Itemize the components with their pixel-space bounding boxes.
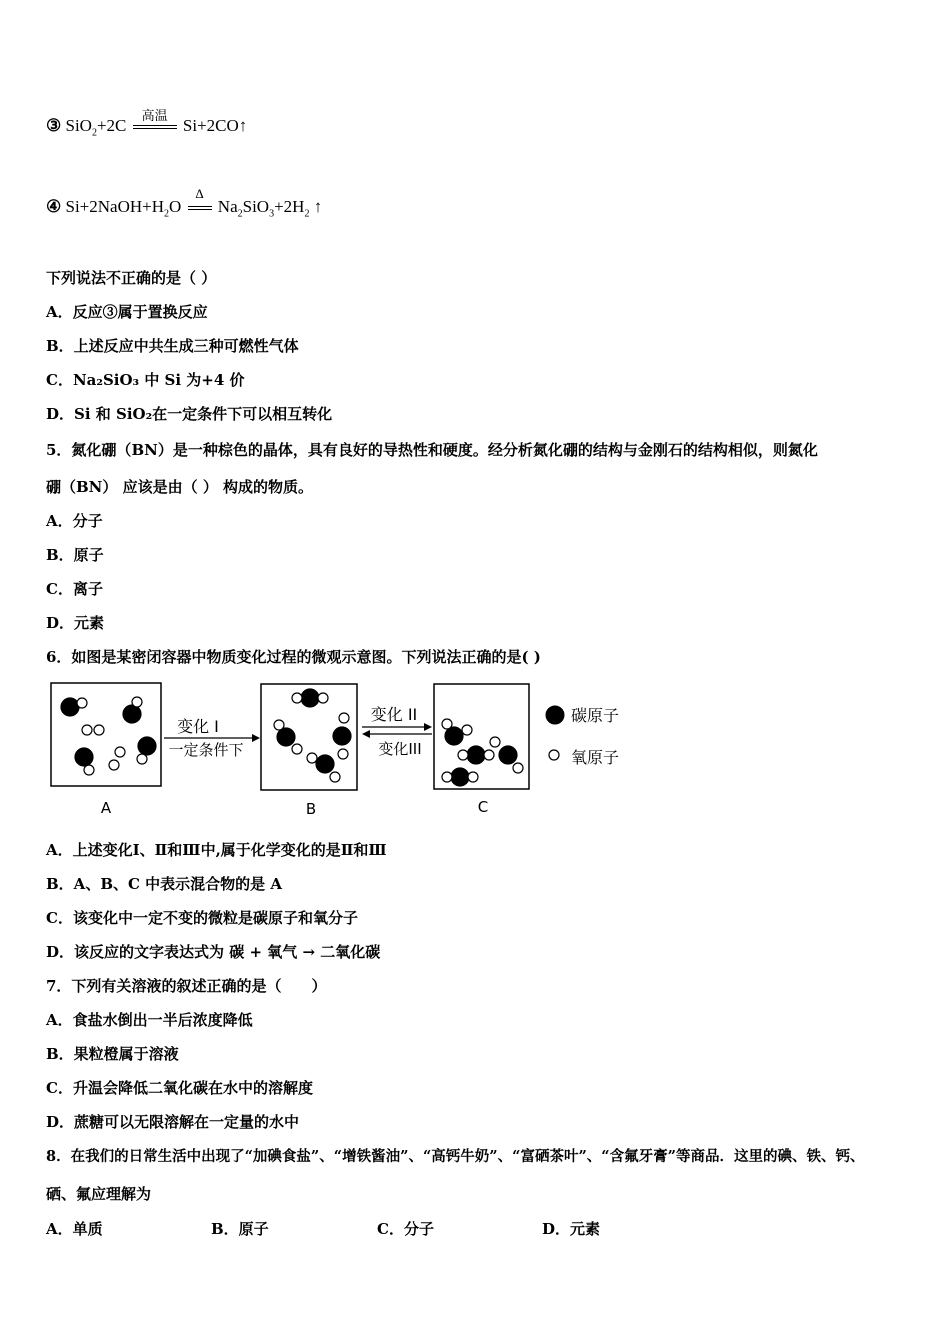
eq4-lhs2: O xyxy=(169,197,182,216)
q6-option-b[interactable]: B．A、B、C 中表示混合物的是 A xyxy=(46,875,283,893)
box-label-b: B xyxy=(305,800,317,818)
q6-option-d[interactable]: D．该反应的文字表达式为 碳 + 氧气 → 二氧化碳 xyxy=(46,943,381,961)
arrow2-label-bottom: 变化III xyxy=(378,740,422,758)
q4-option-b[interactable]: B．上述反应中共生成三种可燃性气体 xyxy=(46,337,299,355)
q5-option-a[interactable]: A．分子 xyxy=(46,512,103,530)
eq4-rhs2: SiO xyxy=(242,197,270,216)
question-4-prompt: 下列说法不正确的是（ ） xyxy=(46,269,217,287)
q8-option-d[interactable]: D．元素 xyxy=(542,1220,601,1238)
question-7-prompt: 7．下列有关溶液的叙述正确的是（ ） xyxy=(46,977,327,995)
equation-3 xyxy=(46,108,248,139)
box-label-a: A xyxy=(100,799,112,817)
q5-option-c[interactable]: C．离子 xyxy=(46,580,103,598)
eq3-condition: 高温 xyxy=(141,108,168,124)
eq4-lhs-sub: 2 xyxy=(164,208,170,220)
q5-option-d[interactable]: D．元素 xyxy=(46,614,105,632)
q7-option-b[interactable]: B．果粒橙属于溶液 xyxy=(46,1045,179,1063)
arrow1-label-bottom: 一定条件下 xyxy=(168,741,244,759)
legend-carbon-label: 碳原子 xyxy=(571,706,620,725)
equation-number: ④ xyxy=(46,197,62,216)
question-6-prompt: 6．如图是某密闭容器中物质变化过程的微观示意图。下列说法正确的是( ) xyxy=(46,648,541,666)
q6-option-c[interactable]: C．该变化中一定不变的微粒是碳原子和氧分子 xyxy=(46,909,358,927)
eq3-lhs: SiO xyxy=(65,116,92,135)
equation-number: ③ xyxy=(46,116,62,135)
q8-option-c[interactable]: C．分子 xyxy=(377,1220,434,1238)
question-8-line2: 硒、氟应理解为 xyxy=(46,1185,152,1203)
eq4-rhs3: +2H xyxy=(274,197,305,216)
q6-option-a[interactable]: A．上述变化Ⅰ、Ⅱ和Ⅲ中,属于化学变化的是Ⅱ和Ⅲ xyxy=(46,841,387,859)
eq3-rhs: Si+2CO↑ xyxy=(182,116,248,135)
eq4-rhs-sub1: 2 xyxy=(237,208,243,220)
q7-option-d[interactable]: D．蔗糖可以无限溶解在一定量的水中 xyxy=(46,1113,300,1131)
q8-option-b[interactable]: B．原子 xyxy=(211,1220,269,1238)
question-8-line1: 8．在我们的日常生活中出现了“加碘食盐”、“增铁酱油”、“高钙牛奶”、“富硒茶叶”、“含氟牙膏”等商品．这里的碘、铁、钙、 xyxy=(46,1148,865,1165)
arrow1-label-top: 变化 I xyxy=(177,717,219,736)
eq4-condition: Δ xyxy=(195,186,204,202)
q8-option-a[interactable]: A．单质 xyxy=(46,1220,103,1238)
legend-oxygen-icon xyxy=(549,750,559,760)
q5-option-b[interactable]: B．原子 xyxy=(46,546,104,564)
question-5-line1: 5．氮化硼（BN）是一种棕色的晶体，具有良好的导热性和硬度。经分析氮化硼的结构与金刚石的结构相似，则氮化 xyxy=(46,441,818,459)
q7-option-a[interactable]: A．食盐水倒出一半后浓度降低 xyxy=(46,1011,253,1029)
arrow2-label-top: 变化 II xyxy=(370,705,418,724)
eq3-lhs2: +2C xyxy=(96,116,127,135)
legend-carbon-icon xyxy=(546,706,564,724)
q4-option-c[interactable]: C．Na₂SiO₃ 中 Si 为+4 价 xyxy=(46,371,245,389)
q4-option-a[interactable]: A．反应③属于置换反应 xyxy=(46,303,208,321)
eq3-lhs-sub: 2 xyxy=(91,127,97,139)
eq4-rhs1: Na xyxy=(217,197,238,216)
box-label-c: C xyxy=(477,798,489,816)
equation-4 xyxy=(46,186,323,220)
molecule-diagram xyxy=(46,678,646,818)
q7-option-c[interactable]: C．升温会降低二氧化碳在水中的溶解度 xyxy=(46,1079,313,1097)
reaction-condition xyxy=(133,108,177,129)
legend-oxygen-label: 氧原子 xyxy=(571,748,620,767)
eq4-rhs-sub2: 3 xyxy=(269,208,275,220)
reaction-condition xyxy=(188,186,212,210)
eq4-rhs4: ↑ xyxy=(309,197,323,216)
eq4-rhs-sub3: 2 xyxy=(304,208,310,220)
eq4-lhs: Si+2NaOH+H xyxy=(65,197,165,216)
question-5-line2: 硼（BN） 应该是由（ ） 构成的物质。 xyxy=(46,478,314,496)
q4-option-d[interactable]: D．Si 和 SiO₂在一定条件下可以相互转化 xyxy=(46,405,333,423)
